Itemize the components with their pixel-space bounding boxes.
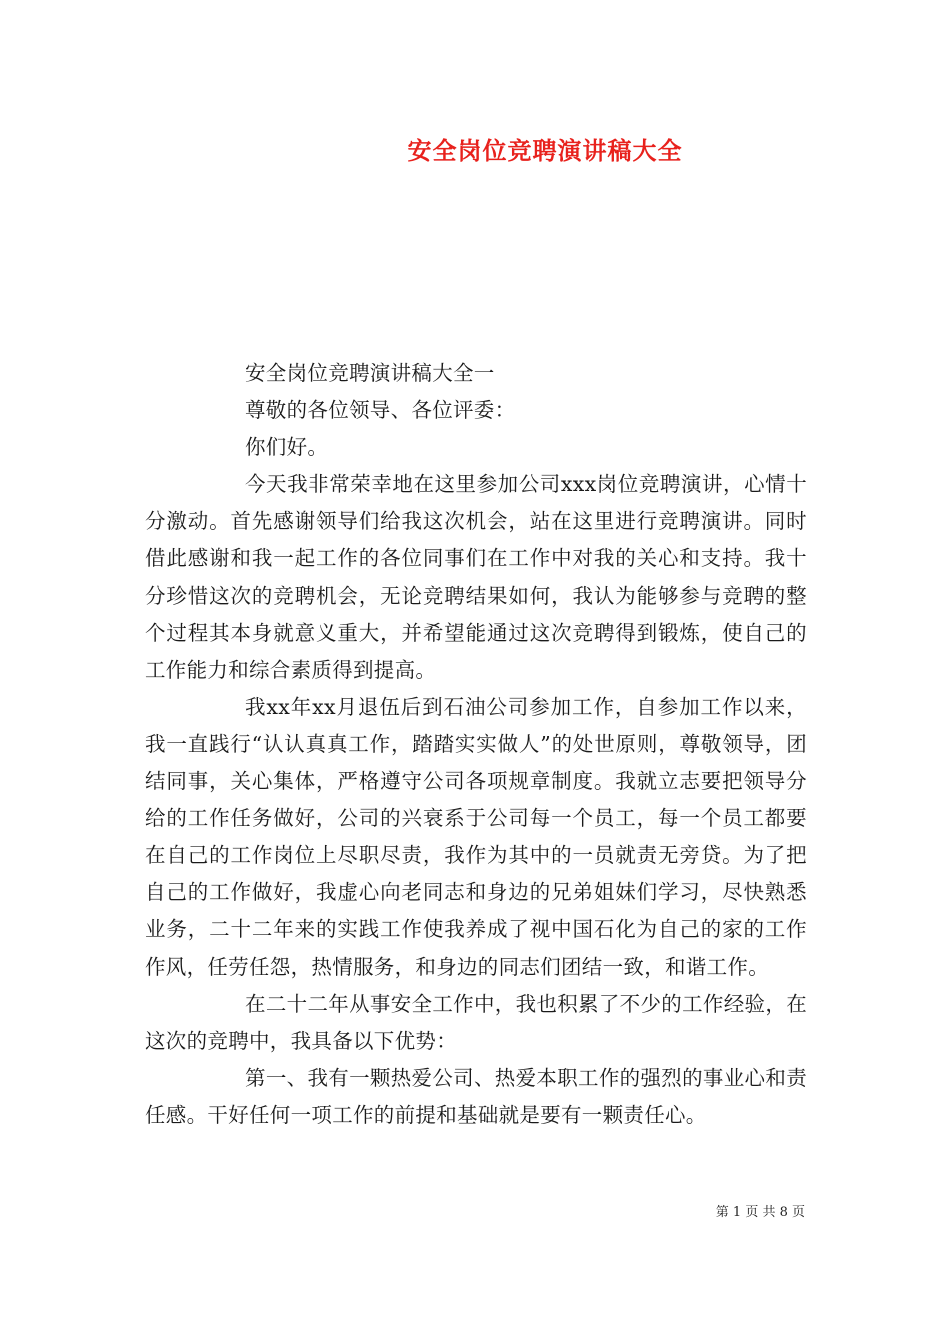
document-body: [145, 355, 807, 1134]
page-number-footer: 第 1 页 共 8 页: [715, 1205, 805, 1220]
paragraph-heading: 安全岗位竞聘演讲稿大全一: [245, 361, 495, 385]
paragraph-first-advantage: 第一、我有一颗热爱公司、热爱本职工作的强烈的事业心和责任感。干好任何一项工作的前提和基础就是要有一颗责任心。: [145, 1065, 807, 1127]
paragraph-intro: 今天我非常荣幸地在这里参加公司xxx岗位竞聘演讲，心情十分激动。首先感谢领导们给我这次机会，站在这里进行竞聘演讲。同时借此感谢和我一起工作的各位同事们在工作中对我的关心和支持。我十分珍惜这次的竞聘机会，无论竞聘结果如何，我认为能够参与竞聘的整个过程其本身就意义重大，并希望能通过这次竞聘得到锻炼，使自己的工作能力和综合素质得到提高。: [145, 472, 807, 682]
paragraph-greeting: 你们好。: [245, 435, 329, 460]
document-title: 安全岗位竞聘演讲稿大全: [407, 136, 683, 165]
paragraph-salutation: 尊敬的各位领导、各位评委：: [245, 398, 516, 423]
paragraph-advantages: 在二十二年从事安全工作中，我也积累了不少的工作经验，在这次的竞聘中，我具备以下优势：: [145, 991, 807, 1053]
paragraph-experience: 我xx年xx月退伍后到石油公司参加工作，自参加工作以来，我一直践行“认认真真工作，踏踏实实做人”的处世原则，尊敬领导，团结同事，关心集体，严格遵守公司各项规章制度。我就立志要把领导分给的工作任务做好，公司的兴衰系于公司每一个员工，每一个员工都要在自己的工作岗位上尽职尽责，我作为其中的一员就责无旁贷。为了把自己的工作做好，我虚心向老同志和身边的兄弟姐妹们学习，尽快熟悉业务，二十二年来的实践工作使我养成了视中国石化为自己的家的工作作风，任劳任怨，热情服务，和身边的同志们团结一致，和谐工作。: [145, 694, 807, 979]
